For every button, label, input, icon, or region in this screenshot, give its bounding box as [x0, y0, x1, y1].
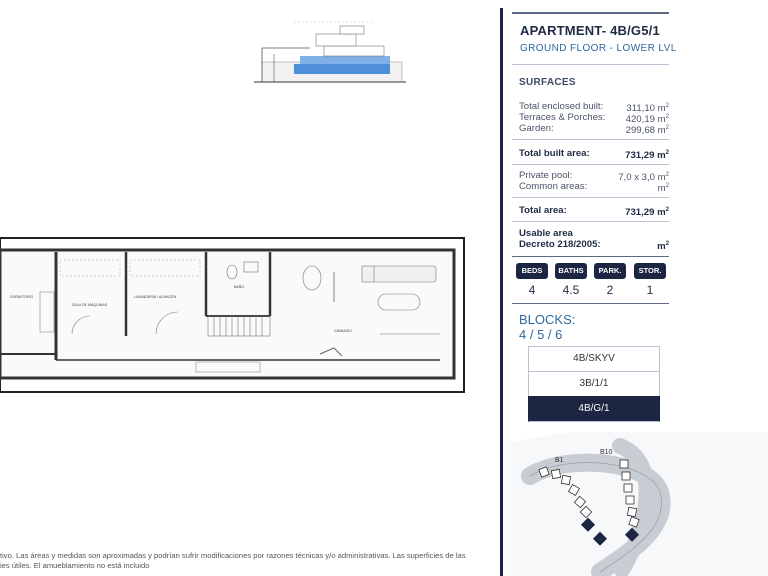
- usable-area-value: $m^2$: [657, 241, 669, 252]
- surface-label: Terraces & Porches:: [519, 112, 606, 123]
- disclaimer-line: ies útiles. El amueblamiento no está incluido: [0, 561, 150, 570]
- usable-area-label: Usable area: [519, 228, 573, 239]
- site-label-b10: B10: [600, 449, 613, 456]
- legal-disclaimer: [0, 551, 470, 571]
- badge-value: 4: [528, 283, 536, 297]
- floor-plan-drawing: [0, 236, 470, 394]
- badge-value: 2: [606, 283, 614, 297]
- badge-tag: PARK.: [594, 263, 626, 279]
- section-elevation-drawing: [254, 18, 406, 84]
- divider: [512, 256, 669, 257]
- total-built-value: 731,29 $m^2$: [625, 150, 669, 161]
- total-built-label: Total built area:: [519, 148, 590, 159]
- badge-baths: [555, 263, 587, 297]
- badge-value: 1: [646, 283, 654, 297]
- feature-badges: [514, 263, 666, 299]
- surface-label: Total enclosed built:: [519, 101, 604, 112]
- badge-storage: [634, 263, 666, 297]
- block-option-selected[interactable]: 4B/G/1: [528, 396, 660, 422]
- site-map: [510, 432, 768, 576]
- divider: [512, 221, 669, 222]
- badge-beds: [516, 263, 548, 297]
- panel-divider: [500, 8, 503, 576]
- divider: [512, 139, 669, 140]
- blocks-numbers: 4 / 5 / 6: [519, 327, 563, 342]
- divider: [512, 64, 669, 65]
- info-panel: [510, 0, 768, 576]
- surface-value: 311,10 $m^2$: [626, 103, 669, 114]
- usable-area-label: Decreto 218/2005:: [519, 239, 601, 250]
- badge-tag: BEDS: [516, 263, 548, 279]
- room-label-lavanderia: LAVANDERÍA / ALMACÉN: [134, 295, 177, 299]
- divider: [512, 12, 669, 14]
- apartment-title: APARTMENT- 4B/G5/1: [520, 23, 660, 38]
- surface-value: 420,19 $m^2$: [625, 114, 669, 125]
- blocks-heading: [519, 312, 575, 342]
- room-label-sala: SALA DE MÁQUINAS: [72, 303, 108, 307]
- block-selector: [528, 346, 660, 422]
- extra-label: Private pool:: [519, 170, 573, 181]
- apartment-subtitle: GROUND FLOOR - LOWER LVL: [520, 43, 677, 54]
- badge-tag: STOR.: [634, 263, 666, 279]
- divider: [512, 303, 669, 304]
- surfaces-heading: SURFACES: [519, 77, 576, 88]
- extra-value: $m^2$: [657, 183, 669, 194]
- room-label-dormitorio: DORMITORIO: [10, 295, 34, 299]
- extra-value: 7,0 x 3,0 $m^2$: [618, 172, 669, 183]
- surface-value: 299,68 $m^2$: [625, 125, 669, 136]
- blocks-title: BLOCKS:: [519, 312, 576, 327]
- badge-value: 4.5: [562, 283, 580, 297]
- badge-tag: BATHS: [555, 263, 587, 279]
- block-option[interactable]: 4B/SKYV: [528, 346, 660, 371]
- extra-label: Common areas:: [519, 181, 588, 192]
- badge-parking: [594, 263, 626, 297]
- divider: [512, 164, 669, 165]
- site-label-b1: B1: [555, 457, 564, 464]
- room-label-bano: BAÑO: [234, 285, 245, 289]
- total-area-value: 731,29 $m^2$: [625, 207, 669, 218]
- total-area-label: Total area:: [519, 205, 567, 216]
- usable-area-row: [519, 228, 669, 250]
- surface-label: Garden:: [519, 123, 554, 134]
- disclaimer-line: tivo. Las áreas y medidas son aproximadas y podrían sufrir modificaciones por razones técnicas y/o administrativas. Las superficies de las: [0, 551, 466, 560]
- room-label-gimnasio: GIMNASIO: [334, 329, 352, 333]
- block-option[interactable]: 3B/1/1: [528, 371, 660, 396]
- divider: [512, 197, 669, 198]
